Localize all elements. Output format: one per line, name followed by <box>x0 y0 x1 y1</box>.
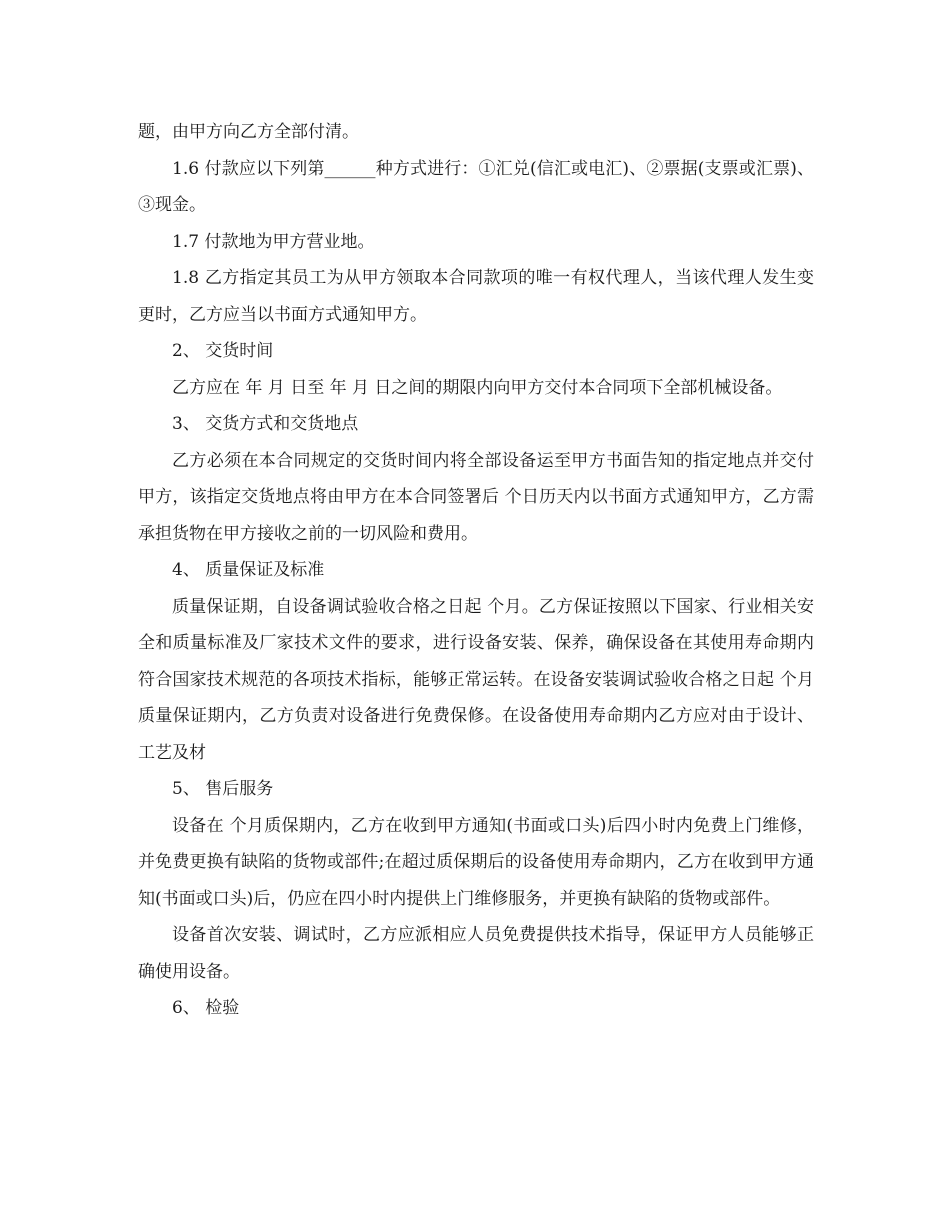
clause-1-8-agent: 1.8 乙方指定其员工为从甲方领取本合同款项的唯一有权代理人，当该代理人发生变更时，乙方应当以书面方式通知甲方。 <box>138 268 814 325</box>
paragraph-delivery-time: 乙方应在 年 月 日至 年 月 日之间的期限内向甲方交付本合同项下全部机械设备。 <box>172 377 783 398</box>
paragraph-after-sales: 设备在 个月质保期内，乙方在收到甲方通知(书面或口头)后四小时内免费上门维修，并免费更换有缺陷的货物或部件;在超过质保期后的设备使用寿命期内，乙方在收到甲方通知(书面或口头)后，仍应在四小时内提供上门维修服务，并更换有缺陷的货物或部件。 <box>138 815 814 909</box>
paragraph-quality: 质量保证期，自设备调试验收合格之日起 个月。乙方保证按照以下国家、行业相关安全和质量标准及厂家技术文件的要求，进行设备安装、保养，确保设备在其使用寿命期内符合国家技术规范的各项技术指标，能够正常运转。在设备安装调试验收合格之日起 个月质量保证期内，乙方负责对设备进行免费保修。在设备使用寿命期内乙方应对由于设计、工艺及材 <box>138 596 814 763</box>
paragraph-delivery-method: 乙方必须在本合同规定的交货时间内将全部设备运至甲方书面告知的指定地点并交付甲方，该指定交货地点将由甲方在本合同签署后 个日历天内以书面方式通知甲方，乙方需承担货物在甲方接收之前的一切风险和费用。 <box>138 450 814 544</box>
section-heading-delivery-time: 2、 交货时间 <box>172 341 274 361</box>
section-heading-quality: 4、 质量保证及标准 <box>172 560 325 580</box>
clause-1-6-payment-method: 1.6 付款应以下列第______种方式进行：①汇兑(信汇或电汇)、②票据(支票或汇票)、③现金。 <box>138 158 814 215</box>
section-heading-after-sales: 5、 售后服务 <box>172 779 274 799</box>
paragraph-installation: 设备首次安装、调试时，乙方应派相应人员免费提供技术指导，保证甲方人员能够正确使用设备。 <box>138 925 814 982</box>
section-heading-inspection: 6、 检验 <box>172 998 240 1018</box>
document-body <box>138 114 814 1027</box>
clause-1-7-payment-place: 1.7 付款地为甲方营业地。 <box>172 231 375 252</box>
paragraph-continuation: 题，由甲方向乙方全部付清。 <box>138 122 359 142</box>
section-heading-delivery-method: 3、 交货方式和交货地点 <box>172 414 359 434</box>
